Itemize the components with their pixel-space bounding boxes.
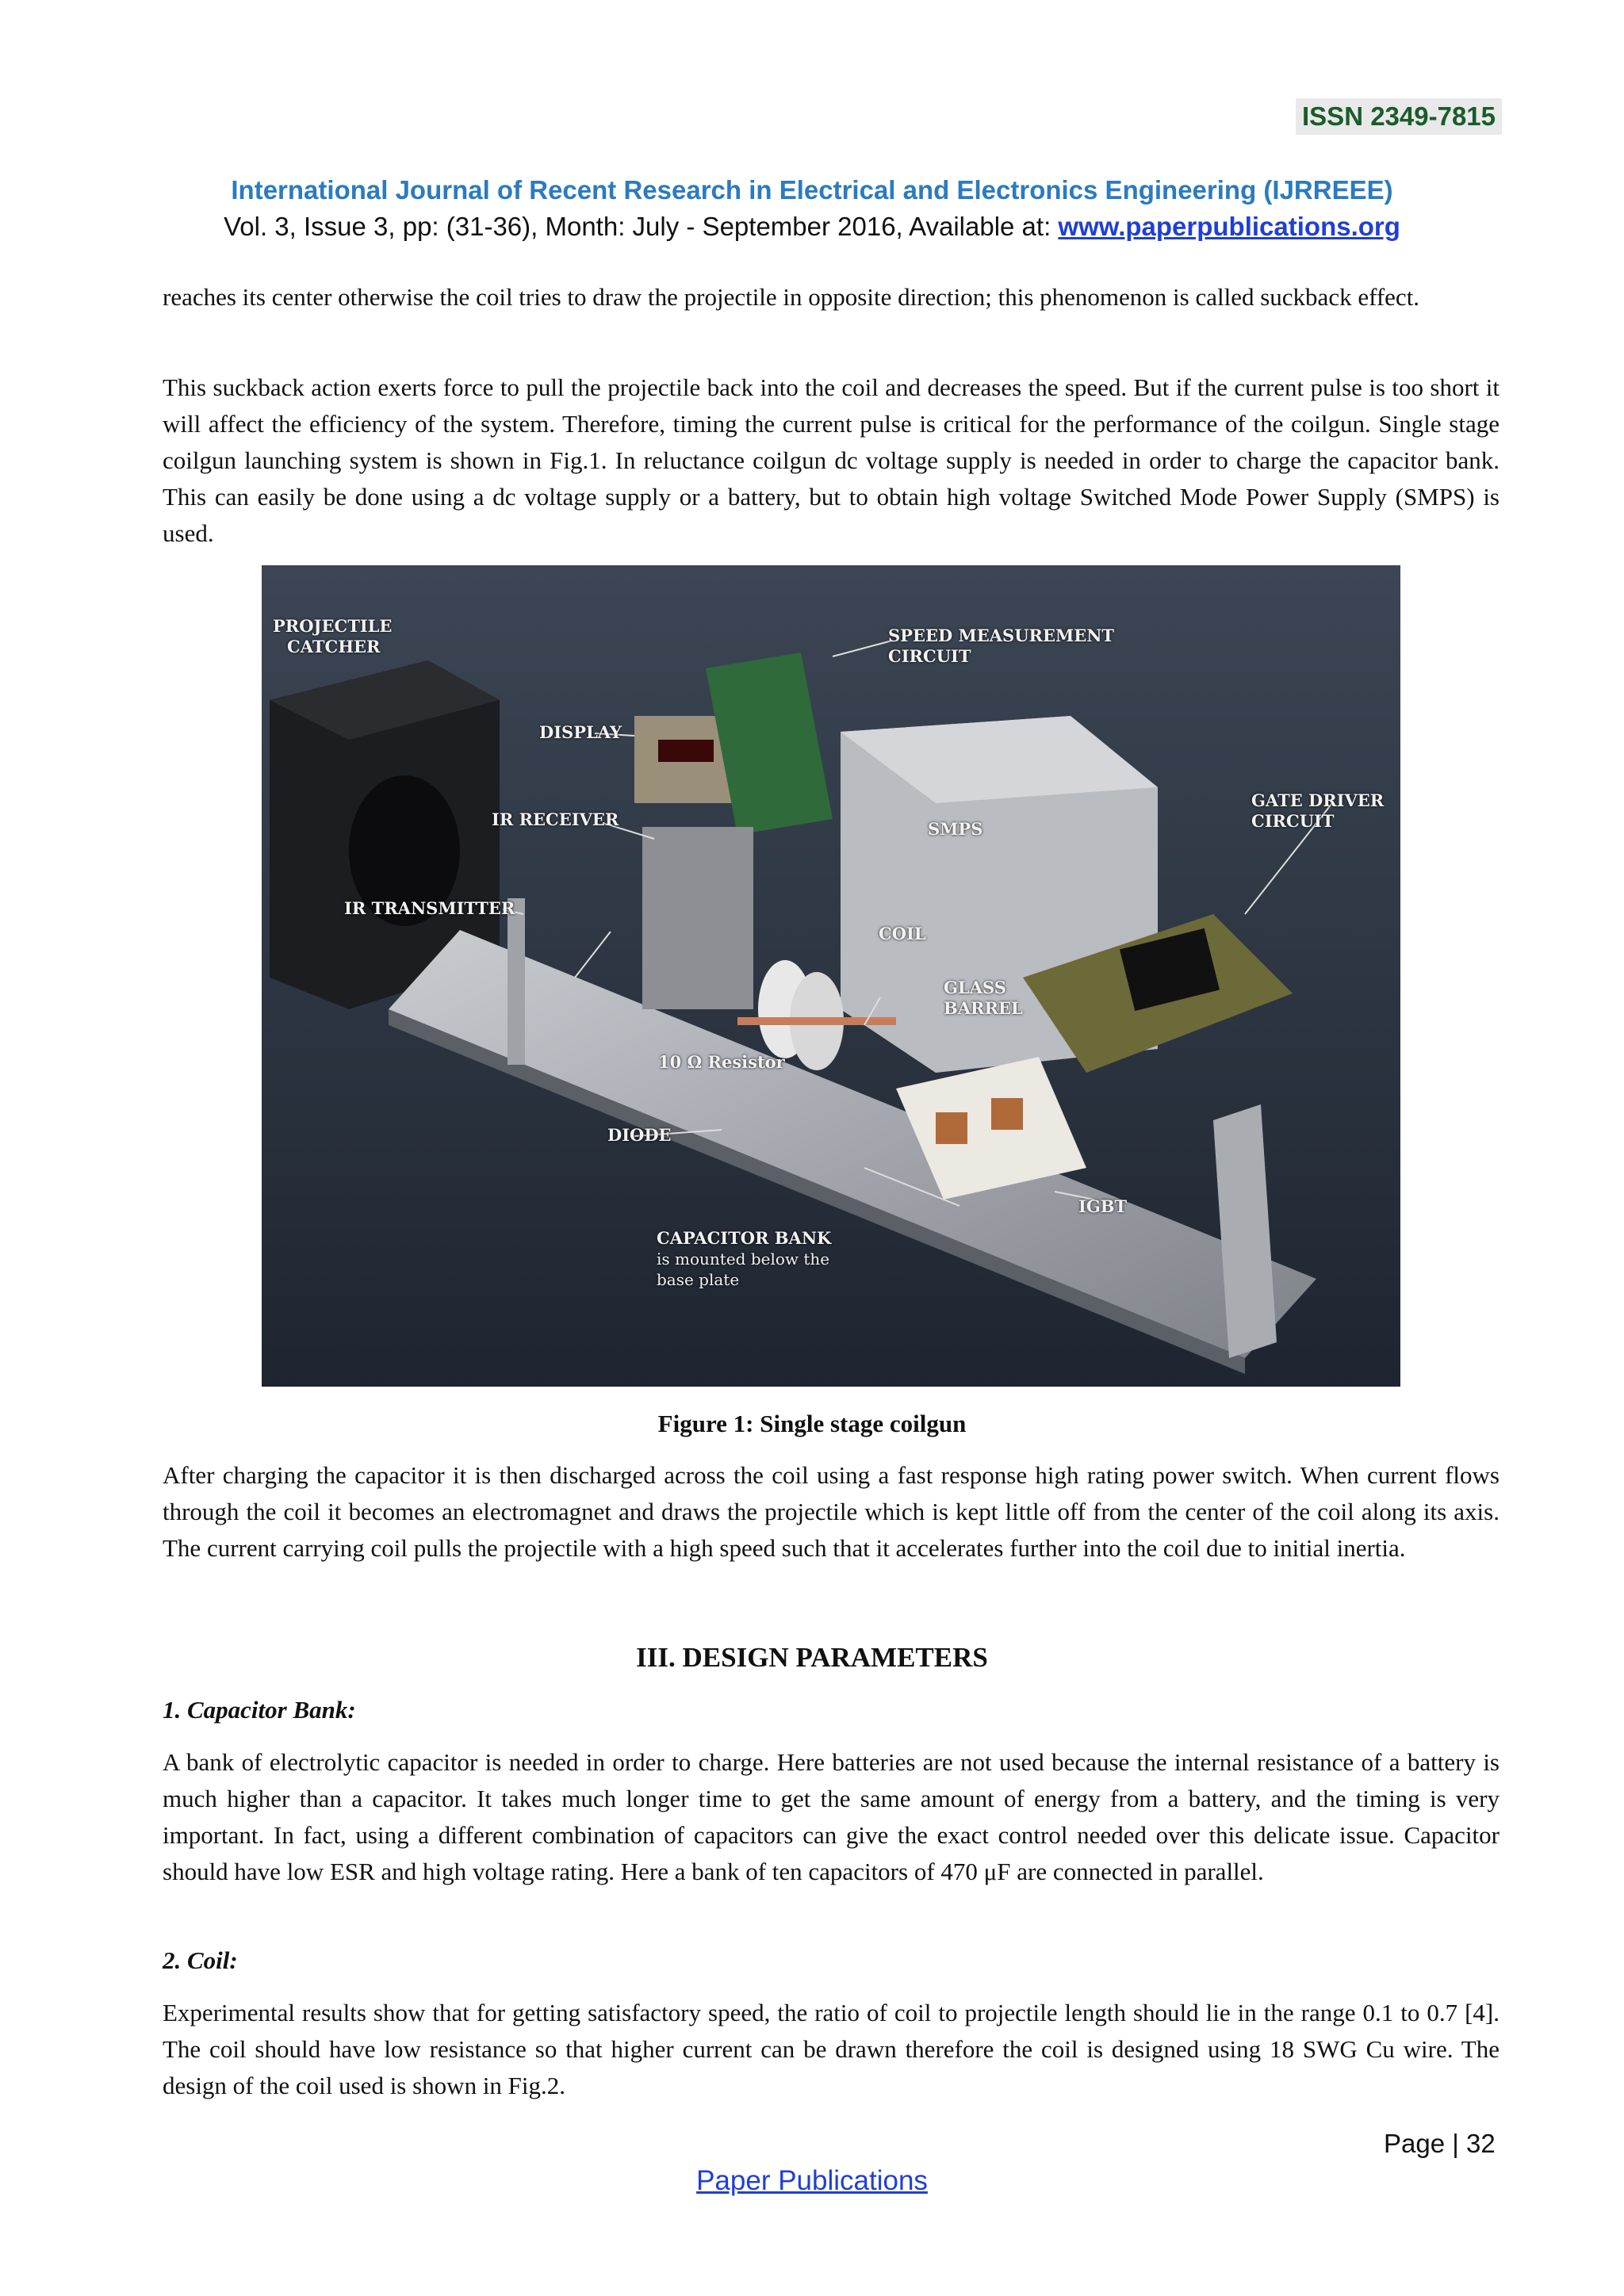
label-gate-driver bbox=[1251, 790, 1384, 832]
label-capacitor-bank bbox=[657, 1228, 831, 1290]
subheading-coil: 2. Coil: bbox=[163, 1946, 238, 1974]
volume-text: Vol. 3, Issue 3, pp: (31-36), Month: July - September 2016, Available at: bbox=[224, 212, 1059, 241]
issn-badge: ISSN 2349-7815 bbox=[1296, 98, 1502, 135]
paragraph-coil: Experimental results show that for getting satisfactory speed, the ratio of coil to projectile length should lie in the range 0.1 to 0.7 [4]. The coil should have low resistance so that higher current can be drawn therefore the coil is designed using 18 SWG Cu wire. The design of the coil used is shown in Fig.2. bbox=[163, 1999, 1500, 2099]
publisher-link[interactable]: Paper Publications bbox=[696, 2165, 928, 2196]
label-ir-receiver: IR RECEIVER bbox=[492, 809, 619, 829]
paragraph-suckback-action: This suckback action exerts force to pull the projectile back into the coil and decreases the speed. But if the current pulse is too short it will affect the efficiency of the system. Therefore, timing the current pulse is critical for the performance of the coilgun. Single stage coilgun launching system is shown in Fig.1. In reluctance coilgun dc voltage supply is needed in order to charge the capacitor bank. This can easily be done using a dc voltage supply or a battery, but to obtain high voltage Switched Mode Power Supply (SMPS) is used. bbox=[163, 373, 1500, 547]
journal-website-link[interactable]: www.paperpublications.org bbox=[1058, 212, 1400, 241]
label-capacitor-note-line1: is mounted below the bbox=[657, 1249, 830, 1269]
paragraph-suckback-intro: reaches its center otherwise the coil tries to draw the projectile in opposite direction; this phenomenon is called suckback effect. bbox=[163, 283, 1420, 311]
label-display: DISPLAY bbox=[539, 722, 622, 742]
label-capacitor-bank-title: CAPACITOR BANK bbox=[657, 1228, 832, 1248]
label-ir-transmitter: IR TRANSMITTER bbox=[344, 898, 515, 918]
page-number: Page | 32 bbox=[1384, 2129, 1496, 2158]
figure-caption: Figure 1: Single stage coilgun bbox=[657, 1410, 967, 1437]
label-smps: SMPS bbox=[928, 819, 983, 839]
label-diode: DIODE bbox=[607, 1125, 672, 1145]
footer bbox=[0, 2162, 1624, 2200]
paragraph-capacitor-bank: A bank of electrolytic capacitor is needed in order to charge. Here batteries are not used because the internal resistance of a battery is much higher than a capacitor. It takes much longer time to get the same amount of energy from a battery, and the timing is very important. In fact, using a different combination of capacitors can give the exact control needed over this delicate issue. Capacitor should have low ESR and high voltage rating. Here a bank of ten capacitors of 470 μF are connected in parallel. bbox=[163, 1748, 1500, 1885]
journal-title: International Journal of Recent Research in Electrical and Electronics Engineering (IJRREEE) bbox=[231, 175, 1393, 205]
label-igbt: IGBT bbox=[1078, 1196, 1128, 1216]
label-glass-barrel bbox=[944, 978, 1023, 1019]
label-capacitor-note-line2: base plate bbox=[657, 1270, 740, 1289]
coilgun-photo bbox=[262, 565, 1400, 1387]
label-projectile-catcher bbox=[273, 616, 392, 657]
label-coil: COIL bbox=[879, 924, 926, 943]
section-heading: III. DESIGN PARAMETERS bbox=[636, 1642, 988, 1673]
label-projectile-catcher-line2: CATCHER bbox=[287, 637, 381, 656]
label-gate-driver-line2: CIRCUIT bbox=[1251, 811, 1335, 831]
journal-volume-line bbox=[0, 209, 1624, 244]
label-gate-driver-line1: GATE DRIVER bbox=[1251, 790, 1385, 810]
label-glass-barrel-line1: GLASS bbox=[944, 978, 1006, 997]
label-resistor: 10 Ω Resistor bbox=[658, 1052, 785, 1072]
label-speed-measurement-line1: SPEED MEASUREMENT bbox=[888, 626, 1115, 645]
label-glass-barrel-line2: BARREL bbox=[944, 998, 1023, 1018]
subheading-capacitor-bank: 1. Capacitor Bank: bbox=[163, 1696, 356, 1724]
paragraph-discharge: After charging the capacitor it is then discharged across the coil using a fast response high rating power switch. When current flows through the coil it becomes an electromagnet and draws the projectile which is kept little off from the center of the coil along its axis. The current carrying coil pulls the projectile with a high speed such that it accelerates further into the coil due to initial inertia. bbox=[163, 1461, 1500, 1562]
label-speed-measurement bbox=[888, 626, 1114, 667]
label-speed-measurement-line2: CIRCUIT bbox=[888, 646, 971, 666]
label-projectile-catcher-line1: PROJECTILE bbox=[273, 616, 393, 636]
